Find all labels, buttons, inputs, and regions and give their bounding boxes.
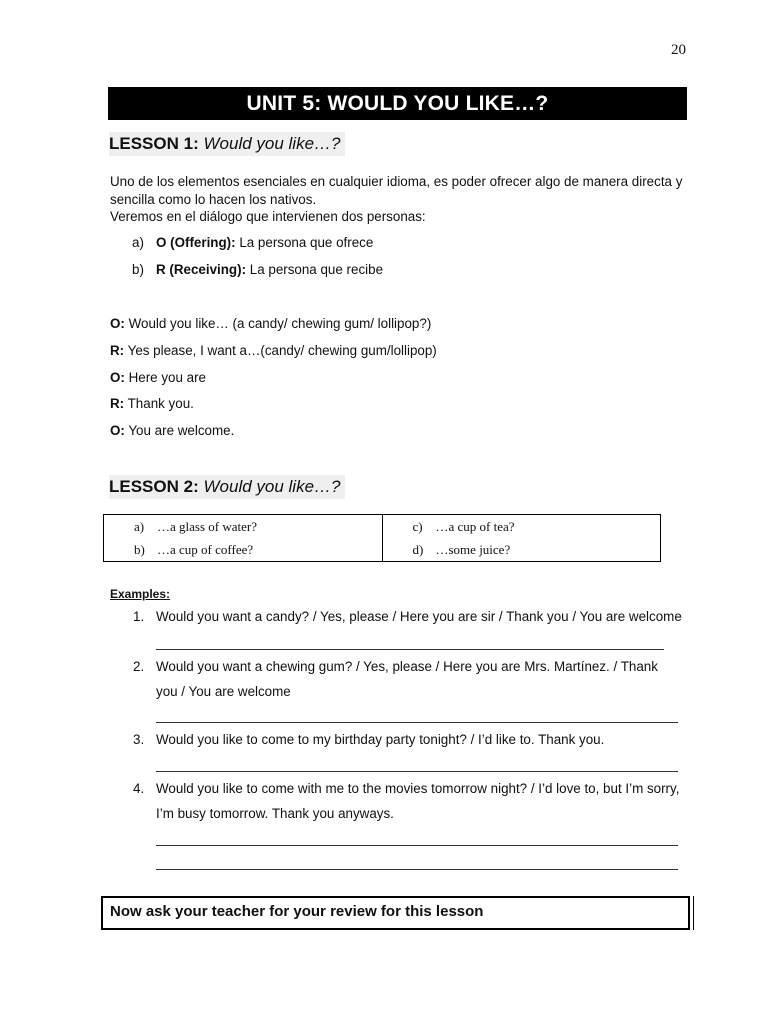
dialog-speaker: O: bbox=[110, 370, 125, 385]
option-receiving bbox=[132, 261, 383, 279]
answer-line[interactable] bbox=[156, 722, 678, 723]
choice-text: …a glass of water? bbox=[157, 518, 257, 534]
example-number: 4. bbox=[133, 781, 145, 796]
dialog-speaker: O: bbox=[110, 316, 125, 331]
option-letter: b) bbox=[132, 262, 144, 277]
lesson-1-title: Would you like…? bbox=[203, 134, 341, 153]
option-desc: La persona que ofrece bbox=[235, 235, 374, 250]
example-text: Would you want a chewing gum? / Yes, please / Here you are Mrs. Martínez. / Thank you / You are welcome bbox=[156, 659, 658, 699]
dialog-speaker: R: bbox=[110, 396, 125, 411]
example-number: 3. bbox=[133, 732, 145, 747]
lesson-1-intro-2: Veremos en el diálogo que intervienen dos personas: bbox=[110, 209, 426, 224]
example-item bbox=[133, 655, 683, 704]
example-text: Would you like to come to my birthday party tonight? / I’d like to. Thank you. bbox=[156, 732, 605, 747]
choice-letter: c) bbox=[412, 518, 423, 534]
table-row bbox=[104, 538, 661, 562]
page-number: 20 bbox=[671, 42, 686, 58]
lesson-2-label: LESSON 2: bbox=[109, 477, 199, 496]
table-cell bbox=[104, 515, 383, 539]
example-number: 2. bbox=[133, 659, 145, 674]
table-row bbox=[104, 515, 661, 539]
dialog-text: Here you are bbox=[124, 370, 207, 385]
review-note-box: Now ask your teacher for your review for this lesson bbox=[101, 896, 690, 930]
dialog-speaker: R: bbox=[110, 343, 125, 358]
answer-line[interactable] bbox=[156, 845, 678, 846]
option-offering bbox=[132, 234, 373, 252]
choice-letter: a) bbox=[134, 518, 145, 534]
answer-line[interactable] bbox=[156, 649, 664, 650]
examples-label: Examples: bbox=[110, 587, 171, 601]
dialog-text: You are welcome. bbox=[124, 423, 235, 438]
dialog-line bbox=[110, 315, 431, 333]
answer-line[interactable] bbox=[156, 771, 678, 772]
option-key: O (Offering): bbox=[156, 235, 236, 250]
dialog-line bbox=[110, 395, 194, 413]
example-text: Would you like to come with me to the movies tomorrow night? / I’d love to, but I’m sorry, I’m busy tomorrow. Thank you anyways. bbox=[156, 781, 680, 821]
table-cell bbox=[382, 515, 661, 539]
lesson-1-intro: Uno de los elementos esenciales en cualquier idioma, es poder ofrecer algo de manera directa y sencilla como lo hacen los nativos. bbox=[110, 174, 683, 207]
dialog-line bbox=[110, 342, 437, 360]
lesson-2-heading bbox=[109, 475, 345, 499]
unit-title-banner: UNIT 5: WOULD YOU LIKE…? bbox=[108, 87, 687, 120]
option-desc: La persona que recibe bbox=[246, 262, 384, 277]
table-cell bbox=[382, 538, 661, 562]
option-key: R (Receiving): bbox=[156, 262, 247, 277]
lesson-1-heading bbox=[109, 132, 345, 156]
choice-text: …some juice? bbox=[435, 541, 511, 557]
example-item bbox=[133, 605, 683, 630]
choice-text: …a cup of coffee? bbox=[157, 541, 254, 557]
example-item bbox=[133, 777, 683, 826]
option-letter: a) bbox=[132, 235, 144, 250]
choice-text: …a cup of tea? bbox=[435, 518, 515, 534]
dialog-text: Yes please, I want a…(candy/ chewing gum/lollipop) bbox=[124, 343, 437, 358]
lesson-1-label: LESSON 1: bbox=[109, 134, 199, 153]
dialog-text: Would you like… (a candy/ chewing gum/ lollipop?) bbox=[124, 316, 432, 331]
dialog-line bbox=[110, 369, 206, 387]
table-cell bbox=[104, 538, 383, 562]
dialog-speaker: O: bbox=[110, 423, 125, 438]
example-text: Would you want a candy? / Yes, please / Here you are sir / Thank you / You are welcome bbox=[156, 609, 682, 624]
lesson-2-title: Would you like…? bbox=[203, 477, 341, 496]
answer-line[interactable] bbox=[156, 869, 678, 870]
choices-table bbox=[103, 514, 661, 562]
dialog-text: Thank you. bbox=[124, 396, 194, 411]
example-number: 1. bbox=[133, 609, 145, 624]
example-item bbox=[133, 728, 683, 753]
choice-letter: b) bbox=[134, 541, 145, 557]
dialog-line bbox=[110, 422, 234, 440]
choice-letter: d) bbox=[412, 541, 424, 557]
